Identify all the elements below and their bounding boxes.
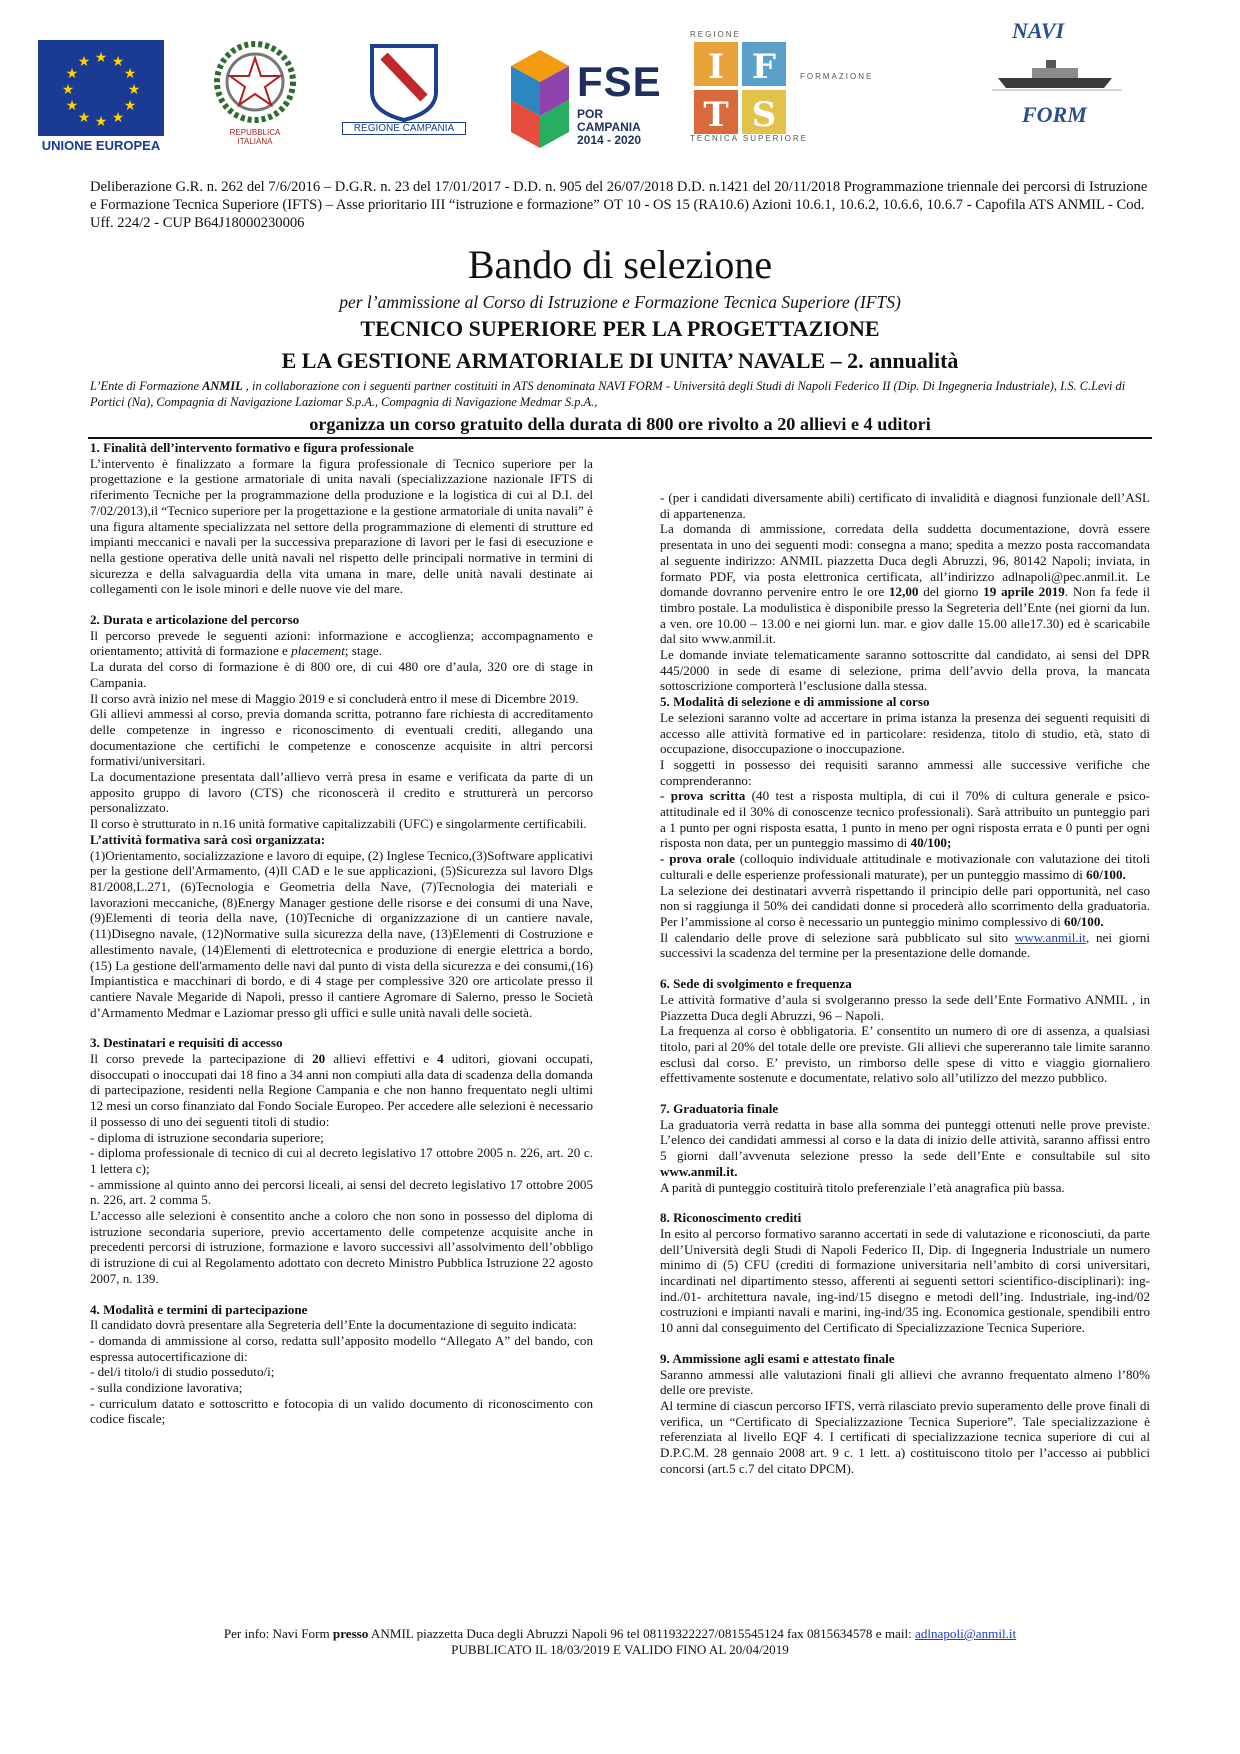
footer-info [0,1626,1240,1642]
section-2-ufc: Il corso è strutturato in n.16 unità formative capitalizzabili (UFC) e singolarmente certificabili. [90,816,587,832]
fse-line-1: POR CAMPANIA [577,107,641,134]
svg-text:★: ★ [77,54,91,70]
section-2-organization-bold: L’attività formativa sarà così organizzata: [90,831,326,847]
section-4-doc-2: - del/i titolo/i di studio posseduto/i; [90,1364,275,1380]
section-2-dates: Il corso avrà inizio nel mese di Maggio 2019 e si concluderà entro il mese di Dicembre 2019. [90,690,579,706]
oral-score: 60/100. [1086,866,1126,882]
written-label: - prova scritta [660,788,746,804]
partners-intro: L’Ente di Formazione [90,379,203,393]
deliberation-text: Deliberazione G.R. n. 262 del 7/6/2016 – D.G.R. n. 23 del 17/01/2017 - D.D. n. 905 del 26/07/2018 D.D. n.1421 del 20/11/2018 Programmazione triennale dei percorsi di Istruzione e Formazione Tecnica Superiore (IFTS) – Asse prioritario III “istruzione e formazione” OT 10 - OS 15 (RA10.6) Azioni 10.6.1, 10.6.2, 10.6.6, 10.6.7 - Capofila ATS ANMIL - Cod. Uff. 224/2 - CUP B64J18000230006 [90,179,1148,231]
section-8-title: 8. Riconoscimento crediti [660,1210,802,1226]
anmil-link[interactable]: www.anmil.it [1014,929,1086,945]
section-4-doc-5: - (per i candidati diversamente abili) certificato di invalidità e diagnosi funzionale dell’ASL di appartenenza. [660,490,1150,521]
section-4-doc-4: - curriculum datato e sottoscritto e fotocopia di un valido documento di riconoscimento con codice fiscale; [90,1395,593,1427]
section-3-allievi: 20 [312,1051,326,1067]
section-3-uditori: 4 [437,1051,444,1067]
section-7-title: 7. Graduatoria finale [660,1101,779,1117]
section-5-written [660,788,1150,851]
section-3-req-3: - ammissione al quinto anno dei percorsi liceali, ai sensi del decreto legislativo 17 ottobre 2005 n. 226, art. 2 comma 5. [90,1176,593,1208]
fse-line-2: 2014 - 2020 [577,133,642,147]
section-1-title: 1. Finalità dell’intervento formativo e figura professionale [90,440,414,455]
svg-text:★: ★ [94,114,108,130]
partners-anmil: ANMIL [202,379,243,393]
footer-presso: presso [332,1626,369,1641]
svg-text:S: S [751,95,777,135]
svg-text:★: ★ [127,82,141,98]
submission-date: 19 aprile 2019 [983,584,1065,600]
section-6-title: 6. Sede di svolgimento e frequenza [660,976,852,992]
svg-text:★: ★ [111,110,125,126]
fse-title: FSE [577,58,662,105]
section-3-access: L’accesso alle selezioni è consentito anche a coloro che non sono in possesso del diploma di istruzione secondaria superiore, previo accertamento delle competenze acquisite anche in precedenti percorsi di istruzione, formazione e lavoro successivi all’assolvimento dell’obbligo di istruzione di cui al Regolamento adottato con decreto Ministro Pubblica Istruzione 22 agosto 2007, n. 139. [90,1208,593,1286]
left-column [90,440,593,1427]
written-text: (40 test a risposta multipla, di cui il 70% di cultura generale e psico-attitudinale ed il 30% di conoscenze tecnico professionali). Sarà attribuito un punteggio pari a 1 punto per ogni risposta esatta, 1 punto in meno per ogni risposta errata e 0 punti per ogni risposta non data, per un punteggio massimo di [660,788,1150,851]
section-2-documentation: La documentazione presentata dall’allievo verrà presa in esame e verificata da parte di un apposito gruppo di lavoro (CTS) che riconoscerà il credito e strutturerà un percorso personalizzato. [90,769,593,816]
submission-e: . Non fa fede il timbro postale. La modulistica è disponibile presso la Segreteria dell’Ente (nei giorni da lun. a ven. ore 10.00 – 13.00 e nei giorni lun. mar. e giov dalle 15.00 alle17.30) ed è scaricabile dal sito www.anmil.it. [660,584,1150,647]
form-label: FORM [1022,102,1087,127]
calendar-a: Il calendario delle prove di selezione sarà pubblicato sul sito [660,929,1015,945]
section-7-tie: A parità di punteggio costituirà titolo preferenziale l’età anagrafica più bassa. [660,1179,1065,1195]
course-title-line-1: TECNICO SUPERIORE PER LA PROGETTAZIONE [360,316,880,341]
section-5-calendar [660,930,1150,961]
ifts-grid-icon [690,38,800,142]
section-2-modules: (1)Orientamento, socializzazione e lavoro di equipe, (2) Inglese Tecnico,(3)Software applicativi per la gestione dell'Armamento, (4)Il CAD e le sue applicazioni, (5)Sicurezza sul lavoro Dlgs 81/2008,L.271, (6)Tecnologia e Geometria della Nave, (7)Tecnologia dei materiali e lavorazioni meccaniche, (8)Energy Manager gestione delle risorse e dei consumi di una Nave, (9)Elementi di teoria della nave, (10)Tecniche di organizzazione di un cantiere navale, (11)Disegno navale, (12)Normative sulla sicurezza della nave, (13)Elementi di Costruzione e allestimento navale, (14)Elementi di elettrotecnica e produzione di energie elettrica a bordo,(15) La gestione dell'armamento delle navi dal punto di vista della sicurezza e dei consumi,(16) Impiantistica e macchinari di bordo, e di 4 stage per complessive 320 ore articolate presso il cantiere Navale Megaride di Napoli, presso il cantiere Agromare di Salerno, presso le Società d’Armamento Medmar e Laziomar presso gli uffici e sulle unità navali delle società. [90,847,593,1020]
footer-email-link[interactable]: adlnapoli@anmil.it [915,1626,1017,1641]
section-9-certificate: Al termine di ciascun percorso IFTS, verrà rilasciato previo superamento delle prove finali di verifica, un “Certificato di Specializzazione Tecnica Superiore”. Tale specializzazione è referenziata al livello EQF 4. I certificati di specializzazione tecnica superiore di cui al D.P.C.M. 28 gennaio 2008 art. 9 c. 1 lett. a) costituiscono titolo per l’accesso ai pubblici concorsi (art.5 c.7 del citato DPCM). [660,1397,1150,1476]
section-4-doc-3: - sulla condizione lavorativa; [90,1380,243,1396]
ship-icon [992,56,1122,96]
partners-text [90,378,1150,410]
section-2-placement: placement [291,643,345,659]
svg-text:★: ★ [123,98,137,114]
page-subtitle: per l’ammissione al Corso di Istruzione e Formazione Tecnica Superiore (IFTS) [339,292,901,312]
svg-text:★: ★ [111,54,125,70]
svg-text:★: ★ [94,50,108,66]
section-3-e: uditori, giovani occupati, disoccupati o inoccupati dai 18 fino a 34 anni non compiuti alla data di scadenza della domanda di partecipazione, residenti nella Regione Campania e che non hanno frequentato negli ultimi 12 mesi un corso finanziato dal Fondo Sociale Europeo. Per accedere alle selezioni è necessario il possesso di uno dei seguenti titoli di studio: [90,1051,593,1129]
section-3-req-1: - diploma di istruzione secondaria superiore; [90,1129,324,1145]
oral-text: (colloquio individuale attitudinale e motivazionale con valutazione dei titoli culturali e delle esperienze professionali maturate), per un punteggio massimo di [660,851,1151,882]
campania-label: REGIONE CAMPANIA [342,122,466,135]
submission-hour: 12,00 [888,584,919,600]
footer-info-a: Per info: Navi Form [223,1626,333,1641]
eu-logo [38,40,164,155]
section-5-verifiche: I soggetti in possesso dei requisiti saranno ammessi alle successive verifiche che comprenderanno: [660,756,1150,788]
section-6-venue: Le attività formative d’aula si svolgeranno presso la sede dell’Ente Formativo ANMIL , in Piazzetta Duca degli Abruzzi, 96 – Napoli. [660,991,1150,1023]
navi-form-logo [992,14,1122,134]
ifts-bottom-label: TECNICA SUPERIORE [690,134,809,143]
fse-subtitle [577,108,670,147]
section-2-organization-label [90,832,593,848]
page-title: Bando di selezione [467,242,773,287]
right-column [660,490,1150,1476]
section-3-c: allievi effettivi e [325,1051,438,1067]
section-4-intro: Il candidato dovrà presentare alla Segreteria dell’Ente la documentazione di seguito indicata: [90,1317,577,1333]
submission-c: del giorno [918,584,984,600]
section-9-title: 9. Ammissione agli esami e attestato finale [660,1350,895,1366]
section-5-intro: Le selezioni saranno volte ad accertare in prima istanza la presenza dei seguenti requisiti di accesso alle attività formative ed in particolare: residenza, titolo di studio, età, stato di occupazione, disoccupazione o inoccupazione. [660,709,1150,757]
section-4-title: 4. Modalità e termini di partecipazione [90,1301,308,1317]
logo-strip [0,0,1240,165]
svg-text:★: ★ [77,110,91,126]
section-2-actions-a: Il percorso prevede le seguenti azioni: informazione e accoglienza; accompagnamento e orientamento; attività di formazione e [90,627,593,659]
eu-flag-icon [38,40,164,136]
svg-text:F: F [751,47,777,87]
ranking-text: La graduatoria verrà redatta in base alla somma dei punteggi ottenuti nelle prove previste. L’elenco dei candidati ammessi al corso e la data di inizio delle attività, saranno affissi entro 5 giorni dall’avvenuta selezione presso la sede dell’Ente e consultabile sul sito [660,1116,1150,1164]
section-2-actions [90,628,593,659]
written-score: 40/100; [910,835,952,851]
campania-shield-icon [342,42,466,122]
calendar-c: , nei giorni successivi la scadenza del termine per la presentazione delle domande. [660,929,1150,961]
section-2-title: 2. Durata e articolazione del percorso [90,612,300,628]
oral-label: - prova orale [660,851,735,867]
section-2-actions-c: ; stage. [344,643,382,659]
partners-list: , in collaborazione con i seguenti partner costituiti in ATS denominata NAVI FORM - Università degli Studi di Napoli Federico II (Dip. Di Ingegneria Industriale), I.S. C.Levi di Portici (Na), Compagnia di Navigazione Laziomar S.p.A., Compagnia di Navigazione Medmar S.p.A., [90,379,1126,409]
footer-published: PUBBLICATO IL 18/03/2019 E VALIDO FINO AL 20/04/2019 [451,1642,789,1657]
ifts-logo [690,30,874,150]
section-8-credits: In esito al percorso formativo saranno accertati in sede di valutazione e riconosciuti, da parte dell’Università degli Studi di Napoli Federico II, Dip. di Ingegneria Industriale un numero minimo di (5) CFU (crediti di formazione universitaria nell’ambito di corsi universitari, incardinati nel dipartimento stesso, afferenti ai seguenti settori scientifico-disciplinari): ing-ind./01- architettura navale, ing-ind/15 disegno e metodi dell’ing. Industriale, ing-ind/02 costruzioni e impianti navali e marini, ing-ind/35 ing. Economica gestionale, spendibili entro 10 anni dal conseguimento del Certificato di Specializzazione Tecnica Superiore. [660,1225,1150,1336]
section-5-oral [660,851,1150,882]
section-5-opportunity [660,883,1150,930]
section-2-credits: Gli allievi ammessi al corso, previa domanda scritta, potranno fare richiesta di accreditamento delle competenze in ingresso e riconoscimento di eventuali crediti, allegando una documentazione che certifichi le competenze e conoscenze acquisite in altri percorsi formativi/universitari. [90,706,593,769]
section-5-title: 5. Modalità di selezione e di ammissione al corso [660,694,930,710]
svg-text:T: T [703,95,729,135]
section-3-req-2: - diploma professionale di tecnico di cui al decreto legislativo 17 ottobre 2005 n. 226, art. 20 c. 1 lettera c); [90,1145,593,1176]
section-3-title: 3. Destinatari e requisiti di accesso [90,1035,283,1051]
svg-text:I: I [708,47,724,87]
footer-info-c: ANMIL piazzetta Duca degli Abruzzi Napoli 96 tel 08119322227/0815545124 fax 0815634578 e mail: [368,1626,916,1641]
section-7-ranking [660,1117,1150,1180]
emblem-label: REPUBBLICA ITALIANA [229,128,281,146]
section-4-submission [660,521,1150,647]
section-3-recipients [90,1051,593,1130]
ifts-top-label: REGIONE [690,30,741,39]
section-9-admission: Saranno ammessi alle valutazioni finali gli allievi che avranno frequentato almeno l’80% delle ore previste. [660,1366,1150,1398]
section-1-text: L’intervento è finalizzato a formare la figura professionale di Tecnico superiore per la progettazione e la gestione armatoriale di unita navali (specializzazione nazionale IFTS di riferimento Tecniche per la programmazione della produzione e la logistica di cui al D.I. del 7/02/2013),il “Tecnico superiore per la progettazione e la gestione armatoriale di unita navali” è una figura altamente specializzata nel settore della programmazione di elementi di strutture ed impianti meccanici e navali per la successiva preparazione di lavori per le fasi di esecuzione e nella gestione operativa delle unità navali nel rispetto delle principali normative in termini di sicurezza e della salvaguardia della vita umana in mare, delle unità navali destinate ai collegamenti con le isole minori e delle nuove vie del mare. [90,455,593,597]
svg-text:★: ★ [123,66,137,82]
ranking-site: www.anmil.it. [660,1163,738,1179]
divider [88,437,1152,439]
section-4-doc-1: - domanda di ammissione al corso, redatta sull’apposito modello “Allegato A” del bando, con espressa autocertificazione di: [90,1332,593,1364]
svg-text:★: ★ [65,98,79,114]
submission-a: La domanda di ammissione, corredata della suddetta documentazione, dovrà essere presentata in uno dei seguenti modi: consegna a mano; spedita a mezzo posta raccomandata al seguente indirizzo: ANMIL piazzetta Duca degli Abruzzi, 96, 80142 Napoli; inviata, in formato PDF, via posta elettronica certificata, all’indirizzo adlnapoli@pec.anmil.it. Le domande dovranno pervenire entro le ore [660,521,1150,600]
eu-label: UNIONE EUROPEA [41,138,161,153]
section-2-duration: La durata del corso di formazione è di 800 ore, di cui 480 ore d’aula, 320 ore di stage in Campania. [90,659,593,690]
section-3-a: Il corso prevede la partecipazione di [90,1051,313,1067]
republic-emblem-icon [205,36,305,128]
minimum-score: 60/100. [1064,913,1104,929]
navi-label: NAVI [1012,18,1065,43]
fse-logo [505,44,670,152]
svg-text:★: ★ [65,66,79,82]
section-4-signature: Le domande inviate telematicamente saranno sottoscritte dal candidato, ai sensi del DPR 445/2000 in sede di esame di selezione, prima dell’avvio della prova, la mancata sottoscrizione comporterà l’esclusione dalla stessa. [660,647,1150,694]
regione-campania-logo [342,42,466,142]
italian-republic-emblem [205,36,305,144]
ifts-right-label: FORMAZIONE [800,72,874,81]
course-title-line-2: E LA GESTIONE ARMATORIALE DI UNITA’ NAVALE – 2. annualità [281,348,959,373]
section-6-attendance: La frequenza al corso è obbligatoria. E’ consentito un numero di ore di assenza, a qualsiasi titolo, pari al 20% del totale delle ore previste. Gli allievi che supereranno tale limite saranno esclusi dal corso. E’ previsto, un rimborso delle spese di vitto e viaggio giornaliero effettivamente sostenute e documentate, relativo solo all’utilizzo del mezzo pubblico. [660,1023,1150,1086]
fse-cube-icon [505,44,575,152]
course-summary: organizza un corso gratuito della durata di 800 ore rivolto a 20 allievi e 4 uditori [309,414,931,434]
svg-text:★: ★ [61,82,75,98]
opportunity-text: La selezione dei destinatari avverrà rispettando il principio delle pari opportunità, nel caso non si raggiunga il 50% dei candidati donne si procederà allo scorrimento della graduatoria. Per l’ammissione al corso è necessario un punteggio minimo complessivo di [660,882,1150,929]
